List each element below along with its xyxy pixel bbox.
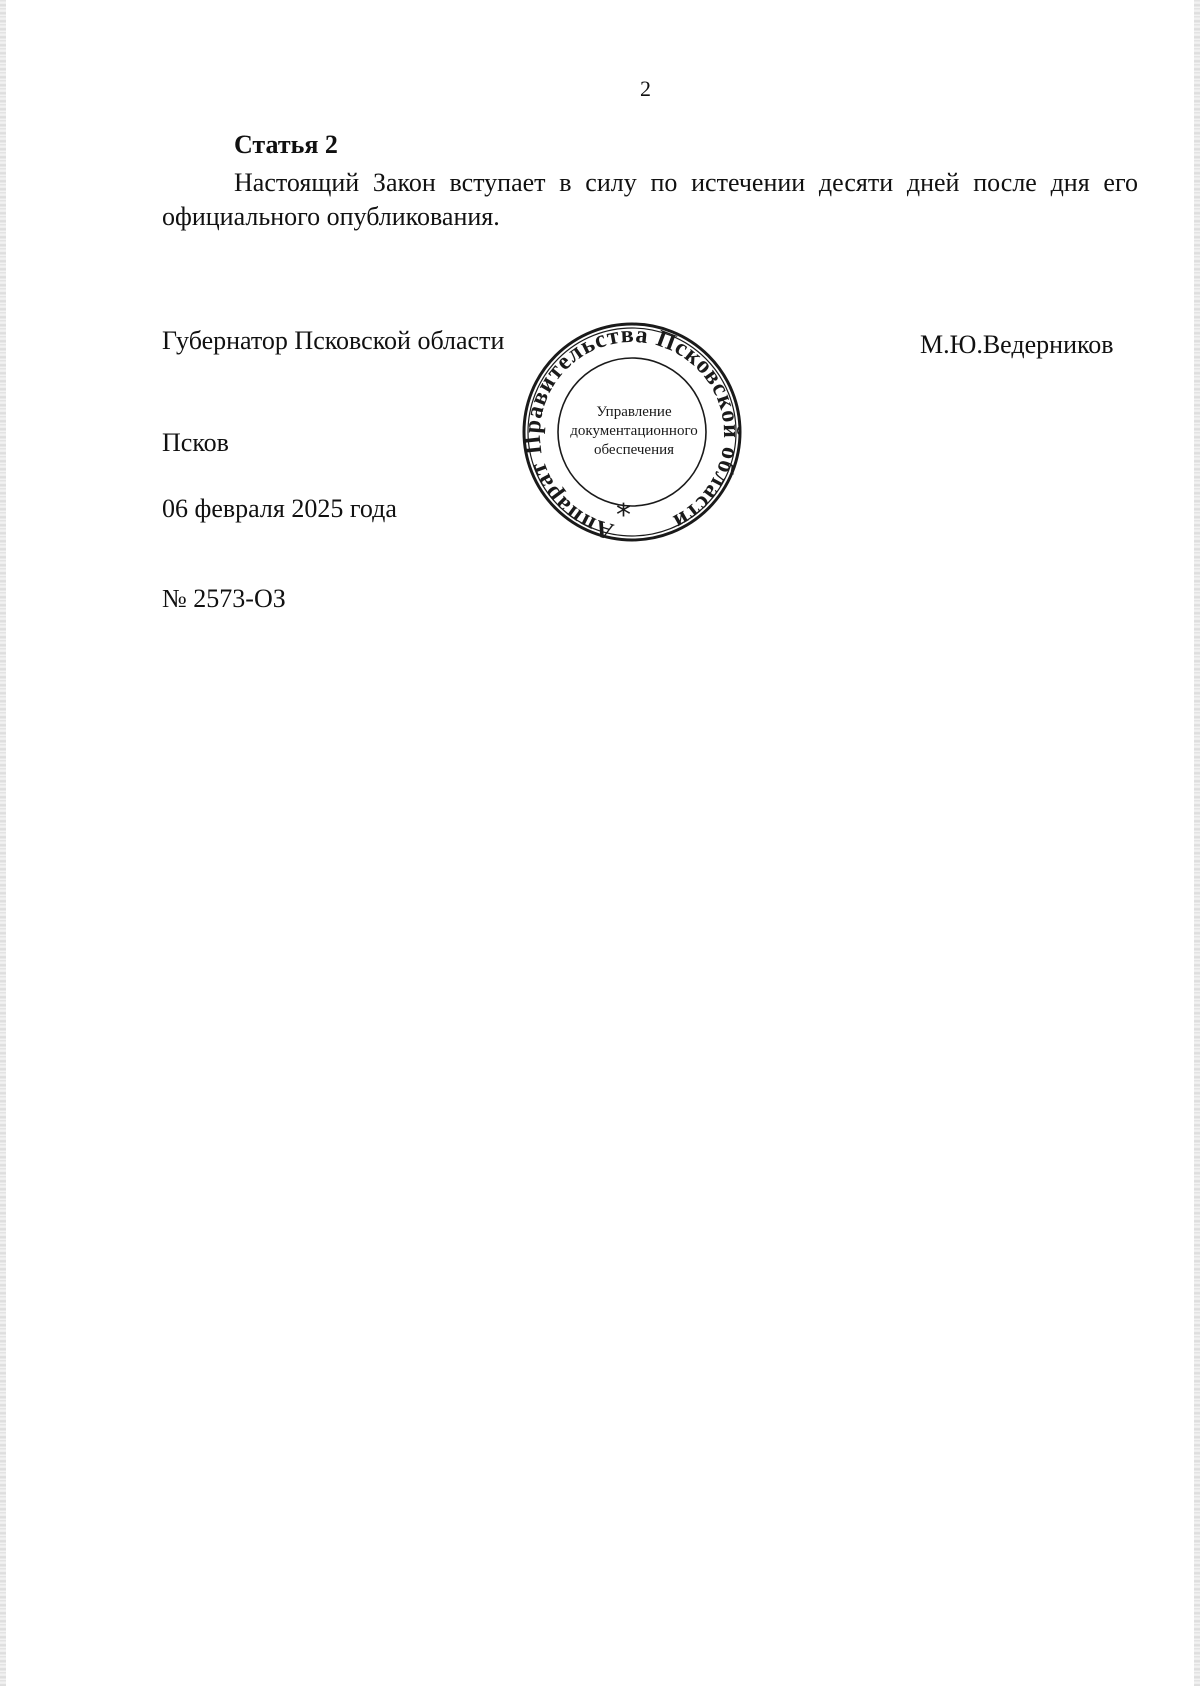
scan-edge-left (0, 0, 6, 1686)
place-of-signing: Псков (162, 428, 229, 457)
seal-star-icon: * (616, 498, 631, 533)
seal-center-line-1: Управление (596, 404, 672, 420)
signer-title: Губернатор Псковской области (162, 326, 505, 355)
law-number: № 2573-ОЗ (162, 584, 286, 613)
page-number: 2 (640, 76, 651, 101)
seal-center-line-2: документационного (570, 423, 698, 439)
scan-edge-right (1194, 0, 1200, 1686)
article-body: Настоящий Закон вступает в силу по истечении десяти дней после дня его официального опубликования. (162, 168, 1138, 231)
seal-center-line-3: обеспечения (593, 442, 675, 458)
seal-graphic (518, 320, 746, 544)
article-heading: Статья 2 (234, 130, 338, 159)
official-seal-stamp (518, 320, 746, 544)
signer-name: М.Ю.Ведерников (920, 330, 1114, 359)
seal-ring-text: Аппарат Правительства Псковской области (519, 321, 745, 544)
signing-date: 06 февраля 2025 года (162, 494, 397, 523)
